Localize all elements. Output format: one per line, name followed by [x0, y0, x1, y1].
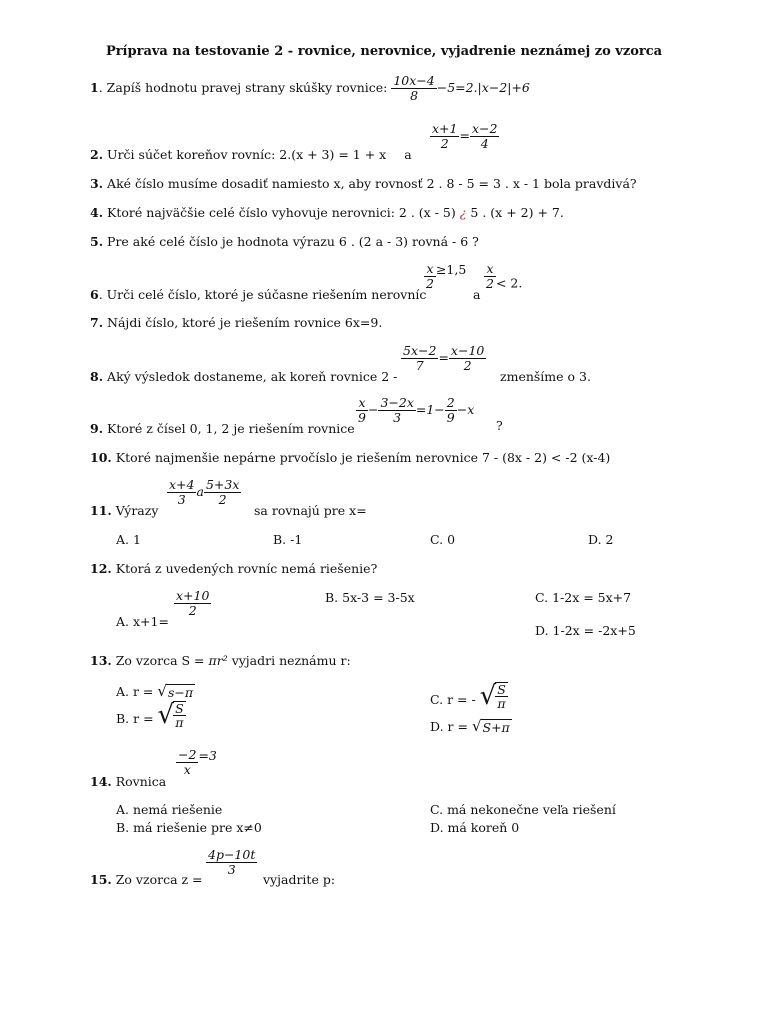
question-8-text [90, 369, 397, 384]
question-6-text [90, 287, 426, 302]
question-11-expressions [167, 478, 241, 507]
question-text: . Zapíš hodnotu pravej strany skúšky rovnice: [98, 79, 388, 95]
square-root: √ $\frac{S}{\pi}$ [157, 700, 184, 731]
question-8-equation [401, 344, 486, 373]
question-number: 7. [90, 315, 104, 330]
option-b[interactable]: B. -1 [273, 532, 303, 547]
question-text: Výrazy [115, 503, 159, 518]
question-number: 4. [90, 205, 104, 220]
fraction: $\frac{x}{9}$ [358, 395, 366, 425]
option-label: C. r = - [430, 692, 476, 707]
conjunction: a [196, 483, 204, 499]
question-text: Ktoré najmenšie nepárne prvočíslo je riešením nerovnice 7 - (8x - 2) < -2 (x-4) [115, 450, 611, 465]
fraction: $\frac{-2}{x}$ [178, 747, 197, 777]
option-b[interactable]: B. má riešenie pre x≠0 [116, 820, 262, 835]
option-b[interactable] [116, 700, 186, 730]
option-a-fraction [174, 589, 211, 618]
question-number: 5. [90, 234, 104, 249]
question-text: Rovnica [115, 774, 167, 789]
question-text: Ktoré najväčšie celé číslo vyhovuje nerovnici: 2 . (x - 5) [107, 205, 456, 220]
question-2-equation [430, 122, 499, 151]
square-root: √ S+π [471, 717, 510, 735]
fraction: $\frac{x+4}{3}$ [169, 477, 195, 507]
option-a[interactable]: A. 1 [116, 532, 141, 547]
formula: πr² [208, 653, 228, 668]
question-text: . Urči celé číslo, ktoré je súčasne riešením nerovníc [98, 287, 427, 302]
option-c[interactable] [430, 681, 508, 711]
conjunction: a [404, 147, 412, 162]
question-13 [90, 653, 351, 668]
question-14-equation [176, 748, 217, 777]
fraction: $\frac{3-2x}{3}$ [380, 395, 414, 425]
question-1 [90, 74, 530, 103]
question-12 [90, 561, 377, 576]
fraction: $\frac{x+10}{2}$ [176, 588, 210, 618]
fraction: $\frac{x+1}{2}$ [432, 121, 458, 151]
option-d[interactable]: D. 2 [588, 532, 614, 547]
fraction: $\frac{x-2}{4}$ [471, 121, 498, 151]
option-d[interactable]: D. má koreň 0 [430, 820, 520, 835]
option-c[interactable]: C. má nekonečne veľa riešení [430, 802, 616, 817]
question-9-mark: ? [496, 418, 503, 433]
fraction: $\frac{4p-10t}{3}$ [208, 847, 256, 877]
question-3 [90, 176, 637, 191]
question-number: 3. [90, 176, 104, 191]
question-15-fraction [206, 848, 257, 877]
inequality-rest: ≥1,5 [435, 262, 467, 277]
question-number: 10. [90, 450, 112, 465]
option-d[interactable]: D. 1-2x = -2x+5 [535, 623, 636, 638]
question-text: Pre aké celé číslo je hodnota výrazu 6 . (2 a - 3) rovná - 6 ? [107, 234, 479, 249]
option-c[interactable]: C. 0 [430, 532, 456, 547]
question-text: Zo vzorca S = [115, 653, 205, 668]
equation-tail: −x [456, 401, 475, 417]
equals-sign: = [438, 349, 449, 365]
question-14-text [90, 774, 166, 789]
option-label: B. r = [116, 711, 154, 726]
question-11-rest: sa rovnajú pre x= [254, 503, 367, 518]
question-text: Urči súčet koreňov rovníc: 2.(x + 3) = 1 + x [107, 147, 387, 162]
square-root: √ s−π [157, 682, 194, 700]
option-a[interactable]: A. x+1= [116, 614, 169, 629]
question-number: 11. [90, 503, 112, 518]
question-number: 1 [90, 79, 99, 95]
question-8-rest: zmenšíme o 3. [500, 369, 591, 384]
minus-sign: − [367, 401, 379, 417]
inequality-sign: ¿ [459, 205, 467, 220]
question-text-end: 5 . (x + 2) + 7. [470, 205, 564, 220]
equation-rest: =3 [198, 748, 217, 763]
question-number: 12. [90, 561, 112, 576]
equation-rest: −5=2.|x−2|+6 [436, 79, 530, 95]
option-label: A. r = [116, 684, 154, 699]
equals-sign: = [459, 127, 470, 143]
question-5 [90, 234, 479, 249]
question-number: 8. [90, 369, 104, 384]
question-7 [90, 315, 382, 330]
question-text-end: vyjadri neznámu r: [231, 653, 351, 668]
question-number: 6 [90, 287, 99, 302]
question-9-text [90, 421, 355, 436]
question-9-equation [356, 396, 474, 425]
fraction: $\frac{5+3x}{2}$ [205, 477, 240, 507]
equation-middle: =1− [415, 401, 445, 417]
fraction: $\frac{5x-2}{7}$ [403, 343, 437, 373]
question-text: Aký výsledok dostaneme, ak koreň rovnice 2 - [107, 369, 398, 384]
option-a[interactable] [116, 682, 195, 700]
question-11-text [90, 503, 158, 518]
option-d[interactable] [430, 717, 512, 735]
fraction: $\frac{x-10}{2}$ [450, 343, 485, 373]
question-10 [90, 450, 610, 465]
page-title: Príprava na testovanie 2 - rovnice, nerovnice, vyjadrenie neznámej zo vzorca [105, 44, 663, 59]
question-number: 13. [90, 653, 112, 668]
question-text: Zo vzorca z = [115, 872, 203, 887]
question-number: 2. [90, 147, 104, 162]
option-c[interactable]: C. 1-2x = 5x+7 [535, 590, 632, 605]
question-6-conjunction: a [473, 287, 481, 302]
fraction: $\frac{x}{2}$ [426, 261, 434, 291]
option-b[interactable]: B. 5x-3 = 3-5x [325, 590, 415, 605]
question-text: Nájdi číslo, ktoré je riešením rovnice 6x=9. [107, 315, 383, 330]
question-text: Ktoré z čísel 0, 1, 2 je riešením rovnice [107, 421, 355, 436]
question-text: Aké číslo musíme dosadiť namiesto x, aby rovnosť 2 . 8 - 5 = 3 . x - 1 bola pravdivá? [107, 176, 637, 191]
question-2-text [90, 147, 412, 162]
question-number: 9. [90, 421, 104, 436]
question-6-inequality-1 [424, 262, 466, 291]
option-a[interactable]: A. nemá riešenie [116, 802, 223, 817]
fraction: $\frac{2}{9}$ [446, 395, 455, 425]
question-6-inequality-2 [484, 262, 522, 291]
question-4 [90, 205, 564, 220]
square-root: √ $\frac{S}{\pi}$ [479, 681, 506, 712]
question-15-text [90, 872, 203, 887]
option-label: D. r = [430, 719, 468, 734]
fraction: $\frac{x}{2}$ [486, 261, 494, 291]
question-text: Ktorá z uvedených rovníc nemá riešenie? [115, 561, 378, 576]
question-number: 14. [90, 774, 112, 789]
fraction: $\frac{10x-4}{8}$ [393, 73, 435, 103]
inequality-rest: < 2. [495, 275, 523, 291]
question-number: 15. [90, 872, 112, 887]
question-15-rest: vyjadrite p: [263, 872, 336, 887]
